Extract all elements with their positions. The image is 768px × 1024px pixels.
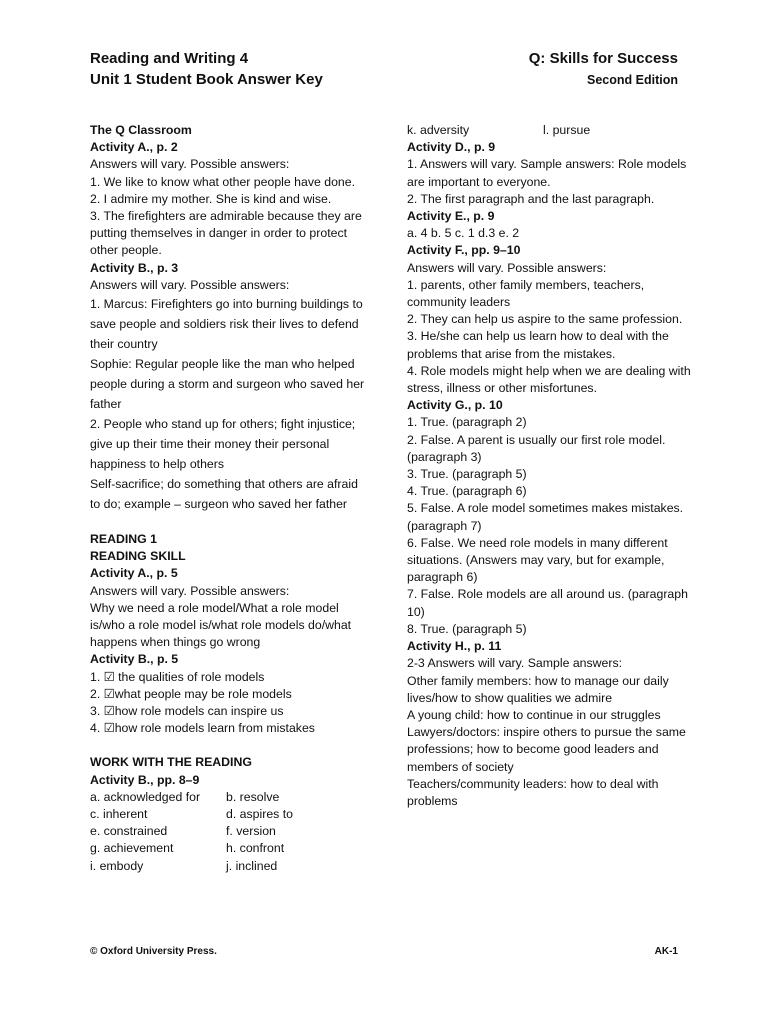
vocab-answer: l. pursue: [543, 123, 591, 137]
answer-intro: Answers will vary. Possible answers:: [90, 277, 290, 292]
answer-item: 4. True. (paragraph 6): [407, 484, 527, 499]
copyright-notice: © Oxford University Press.: [90, 946, 217, 957]
answer-item: 1. True. (paragraph 2): [407, 415, 527, 430]
answer-intro: Answers will vary. Possible answers:: [407, 260, 607, 275]
answer-item: 7. False. Role models are all around us. (paragraph 10): [407, 587, 688, 619]
page-number: AK-1: [654, 946, 678, 957]
activity-heading: Activity B., pp. 8–9: [90, 772, 200, 787]
answer-item: 4. ☑how role models learn from mistakes: [90, 721, 315, 736]
answer-item: A young child: how to continue in our struggles: [407, 707, 661, 722]
activity-heading: Activity D., p. 9: [407, 140, 496, 155]
vocab-answer: e. constrained: [90, 824, 168, 839]
vocab-answer: d. aspires to: [226, 807, 293, 822]
answer-item: 4. Role models might help when we are dealing with stress, illness or other misfortunes.: [407, 363, 691, 396]
answer-item: 2. False. A parent is usually our first role model. (paragraph 3): [407, 432, 666, 464]
vocab-answer: f. version: [226, 824, 276, 839]
answer-item: Other family members: how to manage our daily lives/how to show qualities we admire: [407, 673, 669, 705]
activity-heading: Activity G., p. 10: [407, 398, 503, 413]
document-title-block: [90, 48, 323, 90]
answer-intro: Answers will vary. Possible answers:: [90, 583, 290, 598]
activity-heading: Activity A., p. 2: [90, 140, 178, 155]
answer-item: 1. We like to know what other people have done.: [90, 174, 356, 189]
section-heading: WORK WITH THE READING: [90, 755, 252, 770]
answer-item: 2. They can help us aspire to the same profession.: [407, 312, 683, 327]
brand-block: [529, 48, 678, 90]
spacer: [90, 514, 370, 531]
vocab-row: [90, 789, 370, 806]
answer-item: Self-sacrifice; do something that others are afraid to do; example – surgeon who saved her father: [90, 477, 358, 512]
answer-item: 3. He/she can help us learn how to deal with the problems that arise from the mistakes.: [407, 329, 669, 361]
activity-heading: Activity H., p. 11: [407, 639, 502, 654]
activity-heading: Activity F., pp. 9–10: [407, 243, 521, 258]
answer-item: 3. True. (paragraph 5): [407, 467, 527, 482]
answer-item: Lawyers/doctors: inspire others to pursue the same professions; how to become good leaders and members of society: [407, 725, 686, 774]
spacer: [90, 737, 370, 754]
book-title: Reading and Writing 4: [90, 50, 249, 67]
section-heading: The Q Classroom: [90, 123, 192, 137]
vocab-answer: b. resolve: [226, 789, 280, 804]
answer-item: 2. The first paragraph and the last paragraph.: [407, 191, 655, 206]
answer-intro: 2-3 Answers will vary. Sample answers:: [407, 656, 623, 671]
answer-item: 1. ☑ the qualities of role models: [90, 669, 265, 684]
right-column: [407, 122, 692, 810]
edition-label: Second Edition: [587, 73, 678, 87]
section-heading: READING 1: [90, 532, 157, 547]
vocab-answer: h. confront: [226, 841, 285, 856]
activity-heading: Activity B., p. 5: [90, 652, 179, 667]
vocab-row: [90, 858, 370, 875]
vocab-answer: g. achievement: [90, 841, 174, 856]
vocab-row: [90, 823, 370, 840]
vocab-answer: k. adversity: [407, 123, 470, 137]
section-heading: READING SKILL: [90, 549, 186, 564]
activity-heading: Activity E., p. 9: [407, 209, 495, 224]
answer-item: 8. True. (paragraph 5): [407, 621, 527, 636]
activity-heading: Activity B., p. 3: [90, 260, 179, 275]
vocab-row: [90, 840, 370, 857]
vocab-answer: c. inherent: [90, 807, 148, 822]
answer-item: 5. False. A role model sometimes makes mistakes. (paragraph 7): [407, 501, 684, 533]
answer-item: 1. parents, other family members, teachers, community leaders: [407, 277, 645, 310]
answer-item: 1. Marcus: Firefighters go into burning buildings to save people and soldiers risk their lives to defend their country: [90, 297, 363, 352]
vocab-answer: a. acknowledged for: [90, 789, 201, 804]
left-column: [90, 122, 370, 875]
activity-heading: Activity A., p. 5: [90, 566, 178, 581]
answer-item: 2. People who stand up for others; fight injustice; give up their time their money their personal happiness to help others: [90, 417, 356, 472]
answer-item: Why we need a role model/What a role model is/who a role model is/what role models do/what happens when things go wrong: [90, 600, 352, 650]
unit-title: Unit 1 Student Book Answer Key: [90, 71, 323, 88]
answer-item: 2. ☑what people may be role models: [90, 686, 292, 701]
answer-item: 6. False. We need role models in many different situations. (Answers may vary, but for example, paragraph 6): [407, 535, 668, 585]
answer-item: Teachers/community leaders: how to deal with problems: [407, 776, 659, 808]
vocab-row: [407, 122, 692, 139]
answer-item: 2. I admire my mother. She is kind and wise.: [90, 191, 332, 206]
answer-intro: Answers will vary. Possible answers:: [90, 157, 290, 172]
answer-item: 3. ☑how role models can inspire us: [90, 704, 284, 719]
vocab-answer: i. embody: [90, 858, 144, 873]
answer-item: Sophie: Regular people like the man who helped people during a storm and surgeon who saved her father: [90, 357, 365, 412]
series-title: Q: Skills for Success: [528, 50, 678, 67]
vocab-answer: j. inclined: [226, 858, 278, 873]
answer-item: 3. The firefighters are admirable because they are putting themselves in danger in order to protect other people.: [90, 209, 362, 258]
answer-item: 1. Answers will vary. Sample answers: Role models are important to everyone.: [407, 157, 687, 189]
vocab-row: [90, 806, 370, 823]
answer-item: a. 4 b. 5 c. 1 d.3 e. 2: [407, 226, 520, 241]
